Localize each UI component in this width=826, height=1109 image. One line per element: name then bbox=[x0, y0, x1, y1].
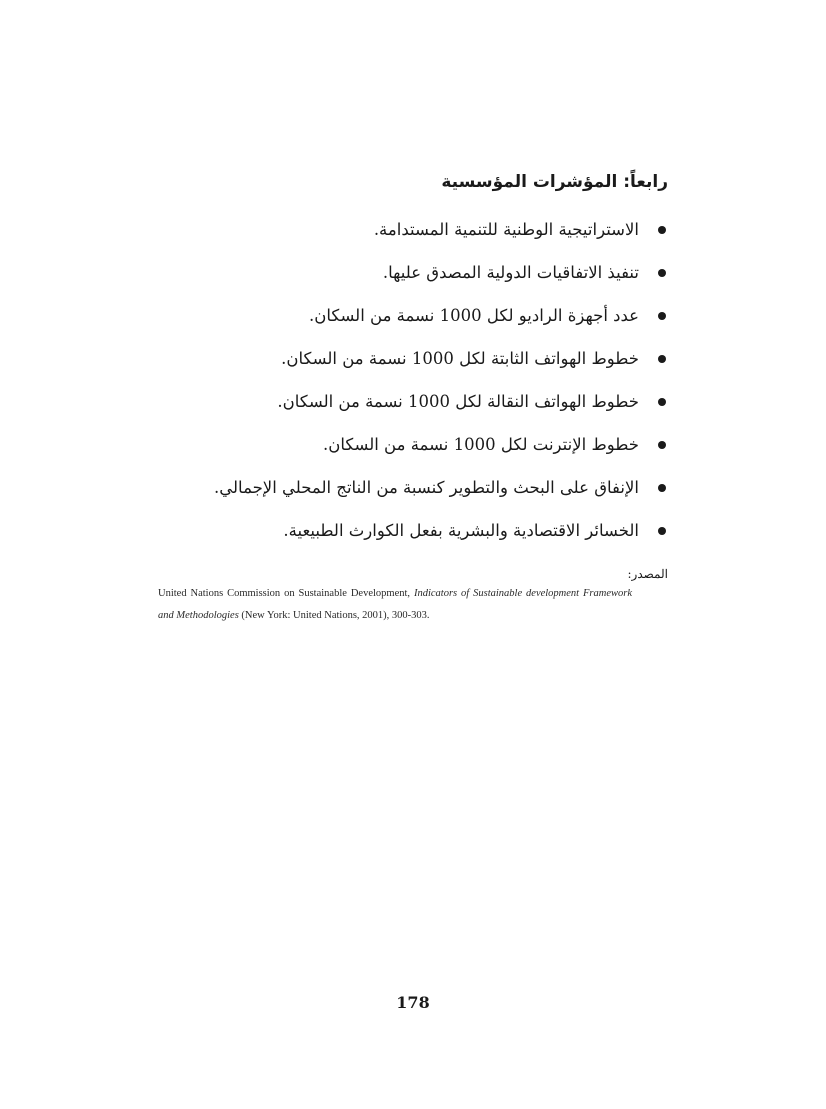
list-item bbox=[128, 208, 668, 251]
bullet-icon bbox=[658, 527, 666, 535]
list-item bbox=[128, 423, 668, 466]
bullet-icon bbox=[658, 355, 666, 363]
bullet-icon bbox=[658, 441, 666, 449]
citation-author: United Nations Commission on Sustainable Development, bbox=[158, 588, 414, 599]
citation-publication: (New York: United Nations, 2001), 300-303. bbox=[238, 610, 430, 621]
list-item-text: خطوط الهواتف النقالة لكل 1000 نسمة من السكان. bbox=[277, 392, 639, 411]
bullet-icon bbox=[658, 312, 666, 320]
source-label: المصدر: bbox=[627, 567, 668, 581]
citation-title: Indicators of Sustainable development Framework and Methodologies bbox=[158, 588, 633, 621]
list-item bbox=[128, 509, 668, 552]
section-heading: رابعاً: المؤشرات المؤسسية bbox=[441, 172, 668, 192]
bullet-icon bbox=[658, 484, 666, 492]
list-item bbox=[128, 251, 668, 294]
page-number: 178 bbox=[396, 993, 430, 1012]
bullet-icon bbox=[658, 226, 666, 234]
list-item-text: الإنفاق على البحث والتطوير كنسبة من الناتج المحلي الإجمالي. bbox=[214, 478, 639, 497]
bullet-icon bbox=[658, 269, 666, 277]
citation bbox=[158, 583, 632, 627]
list-item-text: الاستراتيجية الوطنية للتنمية المستدامة. bbox=[373, 220, 639, 239]
indicator-list bbox=[128, 208, 668, 552]
bullet-icon bbox=[658, 398, 666, 406]
list-item-text: عدد أجهزة الراديو لكل 1000 نسمة من السكان. bbox=[308, 306, 639, 325]
list-item-text: خطوط الهواتف الثابتة لكل 1000 نسمة من السكان. bbox=[281, 349, 639, 368]
list-item bbox=[128, 466, 668, 509]
list-item bbox=[128, 337, 668, 380]
list-item-text: تنفيذ الاتفاقيات الدولية المصدق عليها. bbox=[382, 263, 639, 282]
list-item-text: خطوط الإنترنت لكل 1000 نسمة من السكان. bbox=[322, 435, 639, 454]
list-item-text: الخسائر الاقتصادية والبشرية بفعل الكوارث الطبيعية. bbox=[283, 521, 639, 540]
list-item bbox=[128, 380, 668, 423]
list-item bbox=[128, 294, 668, 337]
